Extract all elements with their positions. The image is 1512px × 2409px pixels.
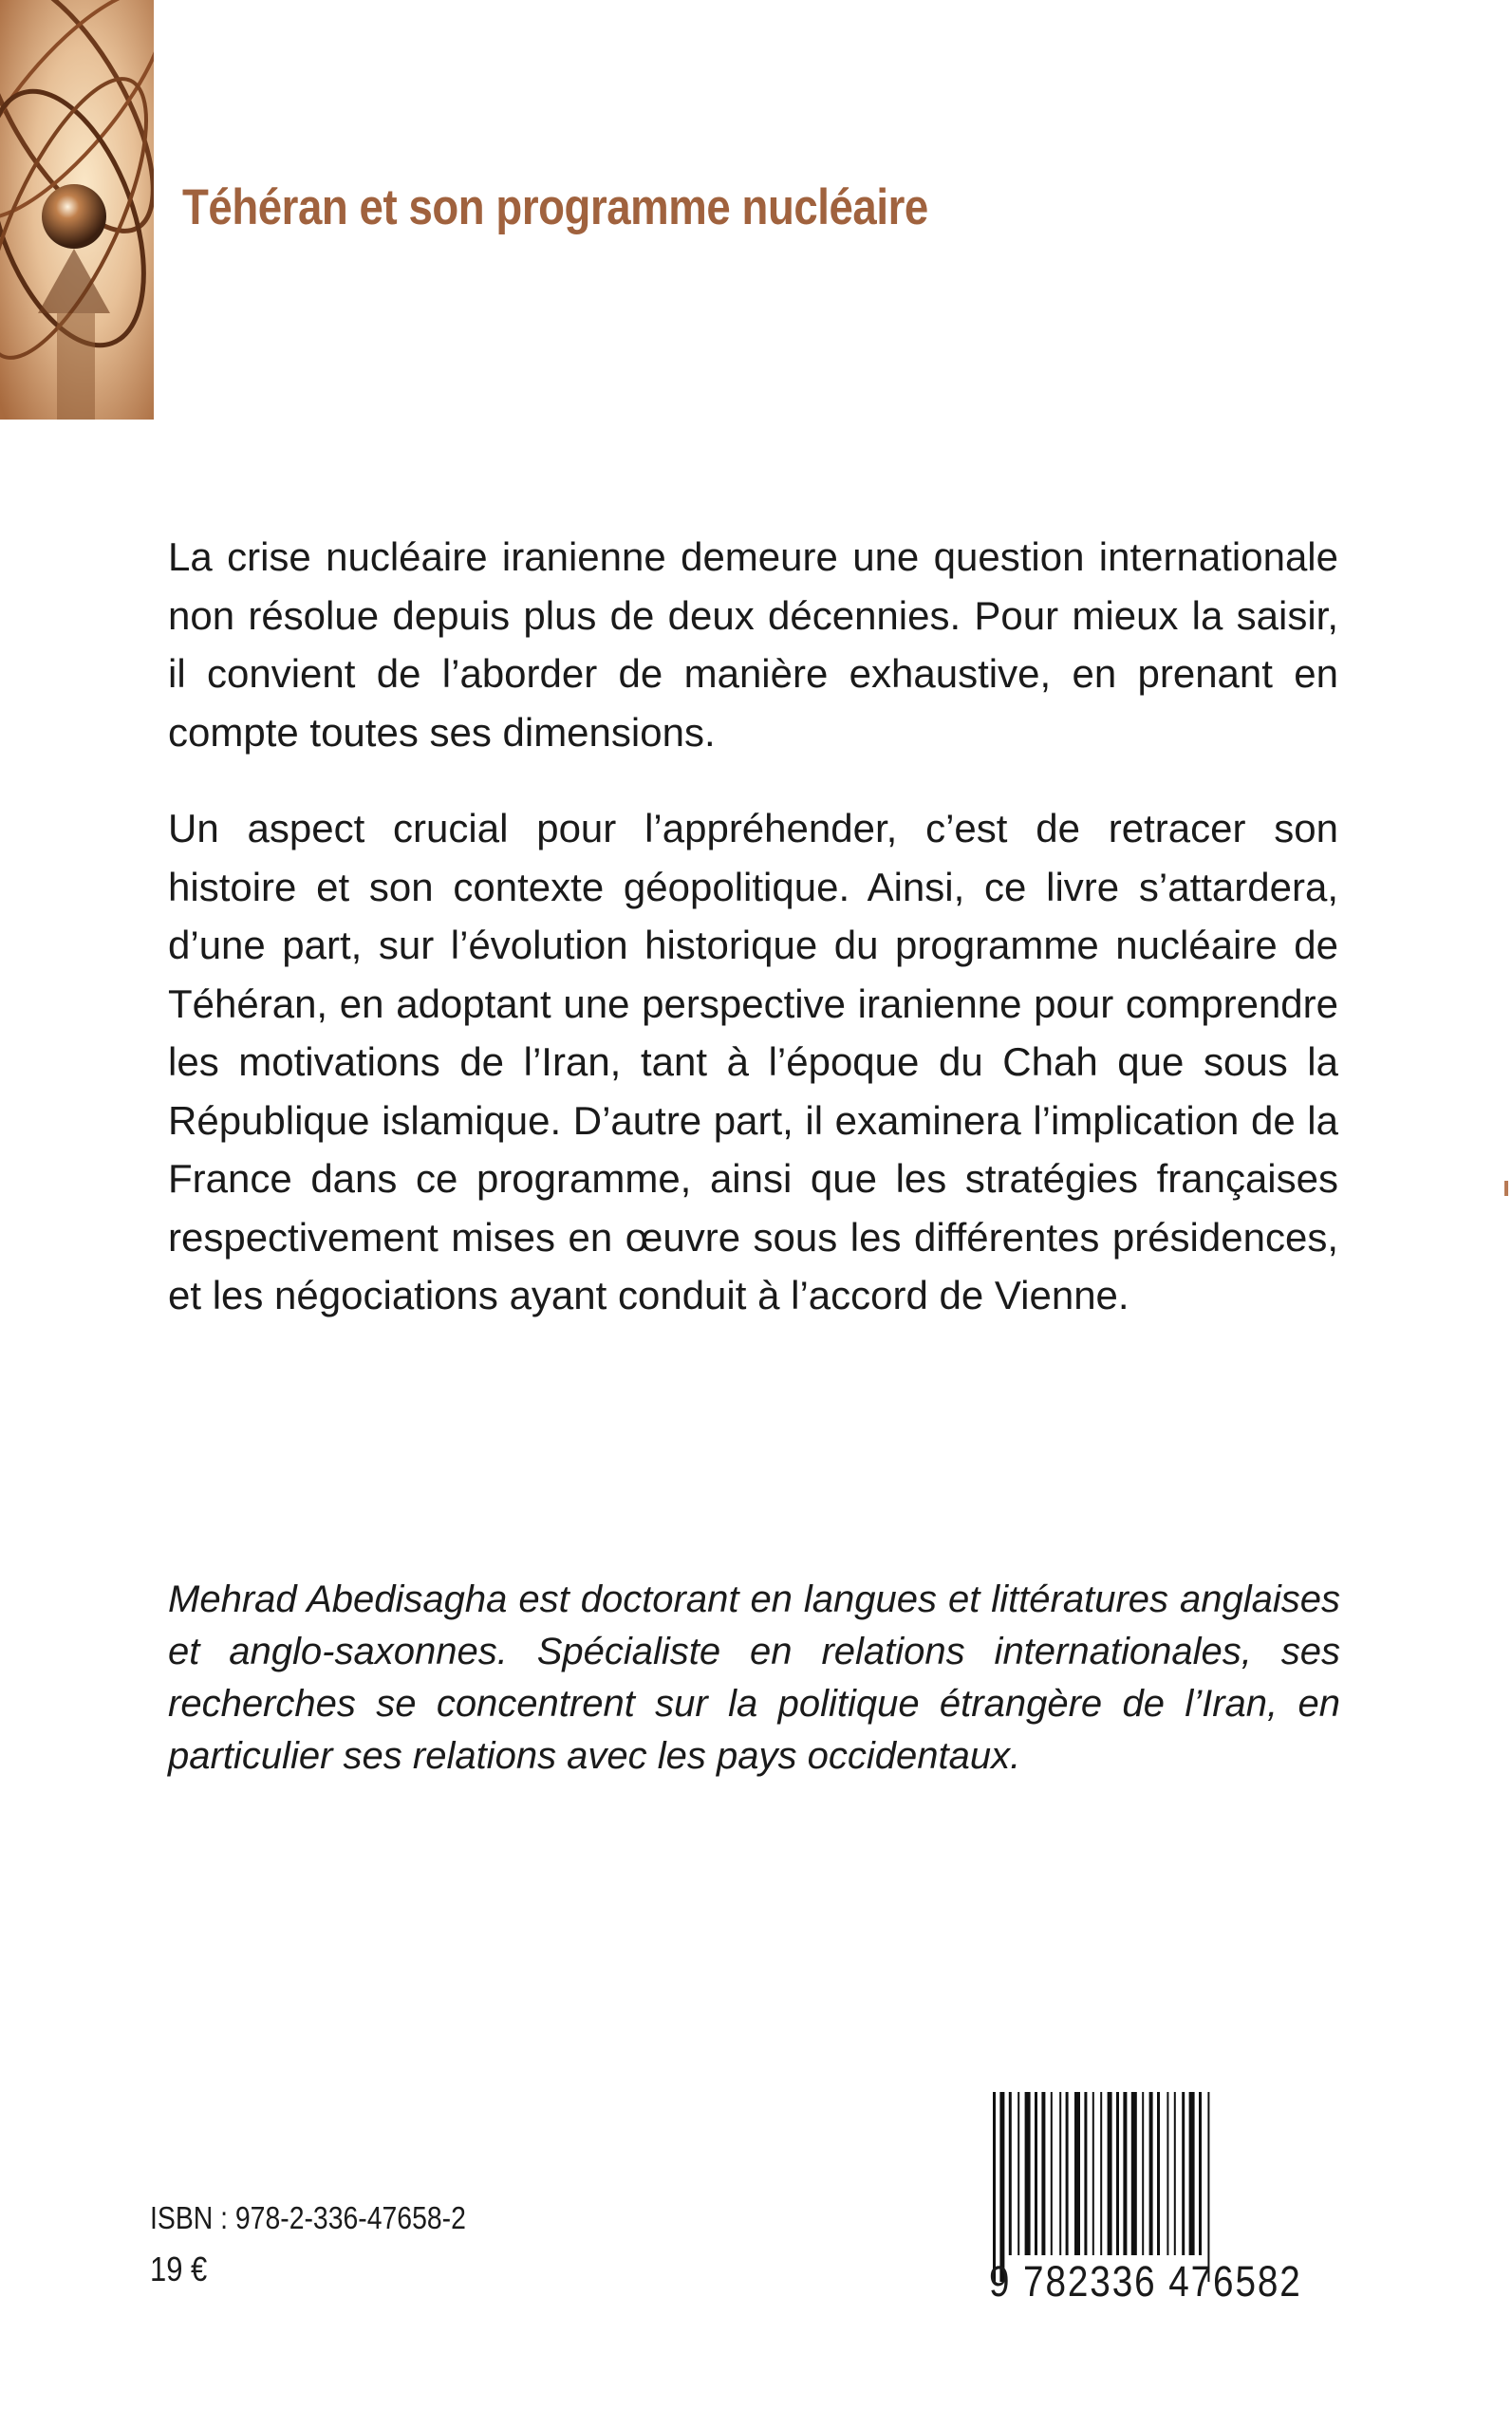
barcode (976, 2092, 1346, 2306)
barcode-bar (1025, 2092, 1031, 2255)
barcode-bar (1100, 2092, 1102, 2255)
barcode-bar (1035, 2092, 1037, 2255)
barcode-bar (1041, 2092, 1045, 2255)
barcode-bar (1182, 2092, 1185, 2255)
edge-mark (1504, 1181, 1508, 1196)
atom-illustration (0, 0, 154, 420)
book-title: Téhéran et son programme nucléaire (182, 179, 928, 235)
barcode-bar (1149, 2092, 1153, 2255)
barcode-bar (1123, 2092, 1127, 2255)
barcode-bar (1116, 2092, 1119, 2255)
barcode-bar (1167, 2092, 1168, 2255)
cover-corner-image (0, 0, 154, 420)
author-bio (168, 1574, 1340, 1783)
barcode-bar (1009, 2092, 1012, 2255)
barcode-bar (1017, 2092, 1019, 2255)
author-bio-text: est doctorant en langues et littératures anglaises et anglo-saxonnes. Spécialiste en relations internationales, ses recherches se concentrent sur la politique étrangère de l’Iran, en particulier ses relations avec les pays occidentaux. (168, 1578, 1341, 1777)
author-name: Mehrad Abedisagha (168, 1578, 508, 1620)
barcode-bar (1108, 2092, 1112, 2255)
barcode-bar (1207, 2092, 1209, 2282)
barcode-bar (1074, 2092, 1080, 2255)
barcode-bar (1084, 2092, 1087, 2255)
barcode-bar (999, 2092, 1004, 2282)
summary-paragraph-2: Un aspect crucial pour l’appréhender, c’est de retracer son histoire et son contexte géopolitique. Ainsi, ce livre s’attardera, d’une part, sur l’évolution historique du programme nucléaire de Téhéran, en adoptant une perspective iranienne pour comprendre les motivations de l’Iran, tant à l’époque du Chah que sous la République islamique. D’autre part, il examinera l’implication de la France dans ce programme, ainsi que les stratégies françaises respectivement mises en œuvre sous les différentes présidences, et les négociations ayant conduit à l’accord de Vienne. (168, 806, 1338, 1317)
barcode-bars (976, 2092, 1346, 2282)
barcode-bar (1174, 2092, 1176, 2255)
barcode-bar (1092, 2092, 1094, 2255)
barcode-bar (1142, 2092, 1144, 2255)
price: 19 € (150, 2250, 208, 2288)
barcode-bar (1199, 2092, 1202, 2255)
barcode-bar (1051, 2092, 1053, 2255)
barcode-digits: 9 782336 476582 (989, 2257, 1302, 2306)
barcode-bar (1131, 2092, 1137, 2255)
isbn: ISBN : 978-2-336-47658-2 (150, 2200, 466, 2235)
summary-paragraph-1: La crise nucléaire iranienne demeure une question internationale non résolue depuis plus de deux décennies. Pour mieux la saisir, il convient de l’aborder de manière exhaustive, en prenant en compte toutes ses dimensions. (168, 534, 1338, 755)
barcode-bar (1157, 2092, 1160, 2255)
barcode-bar (1059, 2092, 1061, 2255)
barcode-bar (1189, 2092, 1195, 2255)
barcode-bar (993, 2092, 996, 2282)
barcode-bar (1066, 2092, 1069, 2255)
